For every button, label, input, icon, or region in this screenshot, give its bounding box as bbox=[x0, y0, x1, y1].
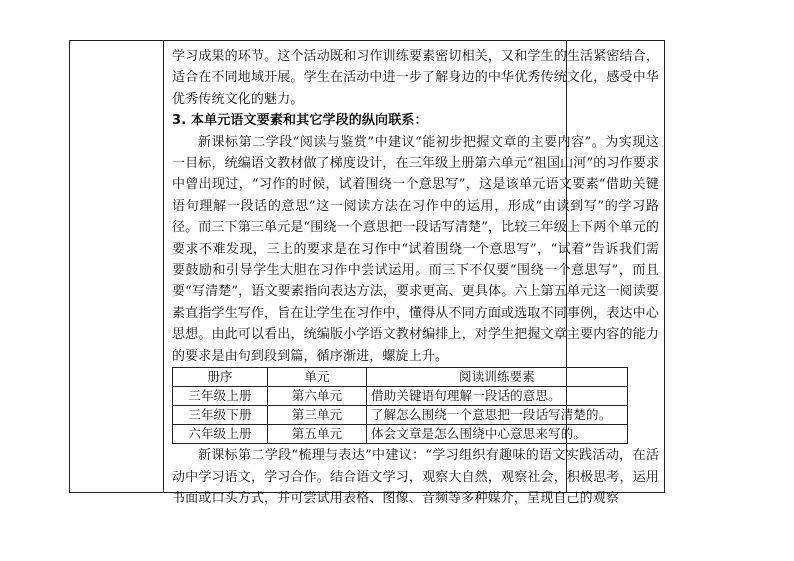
table-row bbox=[173, 425, 628, 444]
paragraph-bottom: 新课标第二学段“梳理与表达”中建议：“学习组织有趣味的语文实践活动，在活动中学习语文，学习合作。结合语文学习，观察大自然，观察社会，积极思考，运用书面或口头方式，并可尝试用表格、图像、音频等多种媒介，呈现自己的观察 bbox=[172, 448, 659, 506]
header-unit: 单元 bbox=[268, 368, 367, 387]
column-divider-left bbox=[163, 40, 164, 493]
cell-unit: 第五单元 bbox=[268, 425, 367, 444]
table-row bbox=[173, 387, 628, 406]
section-heading: 3. 本单元语文要素和其它学段的纵向联系： bbox=[172, 113, 428, 129]
cell-element: 借助关键语句理解一段话的意思。 bbox=[367, 387, 628, 406]
cell-unit: 第三单元 bbox=[268, 406, 367, 425]
lesson-content bbox=[172, 46, 659, 509]
table-header-row bbox=[173, 368, 628, 387]
paragraph-main: 新课标第二学段“阅读与鉴赏”中建议“能初步把握文章的主要内容”。为实现这一目标，统编语文教材做了梯度设计，在三年级上册第六单元“祖国山河”的习作要求中曾出现过，“习作的时候，试着围绕一个意思写”，这是该单元语文要素“借助关键语句理解一段话的意思”这一阅读方法在习作中的运用，形成“由读到写”的学习路径。而三下第三单元是“围绕一个意思把一段话写清楚”，比较三年级上下两个单元的要求不难发现，三上的要求是在习作中“试着围绕一个意思写”，“试着”告诉我们需要鼓励和引导学生大胆在习作中尝试运用。而三下不仅要“围绕一个意思写”，而且要“写清楚”，语文要素指向表达方法，要求更高、更具体。六上第五单元这一阅读要素直指学生写作，旨在让学生在习作中，懂得从不同方面或选取不同事例，表达中心思想。由此可以看出，统编版小学语文教材编排上，对学生把握文章主要内容的能力的要求是由句到段到篇，循序渐进，螺旋上升。 bbox=[172, 134, 659, 364]
cell-volume: 三年级下册 bbox=[173, 406, 268, 425]
table-row bbox=[173, 406, 628, 425]
cell-volume: 六年级上册 bbox=[173, 425, 268, 444]
header-volume: 册序 bbox=[173, 368, 268, 387]
paragraph-intro: 学习成果的环节。这个活动既和习作训练要素密切相关，又和学生的生活紧密结合，适合在不同地域开展。学生在活动中进一步了解身边的中华优秀传统文化，感受中华优秀传统文化的魅力。 bbox=[172, 49, 659, 107]
training-elements-table bbox=[172, 367, 628, 444]
cell-element: 了解怎么围绕一个意思把一段话写清楚的。 bbox=[367, 406, 628, 425]
cell-unit: 第六单元 bbox=[268, 387, 367, 406]
cell-volume: 三年级上册 bbox=[173, 387, 268, 406]
cell-element: 体会文章是怎么围绕中心意思来写的。 bbox=[367, 425, 628, 444]
header-element: 阅读训练要素 bbox=[367, 368, 628, 387]
